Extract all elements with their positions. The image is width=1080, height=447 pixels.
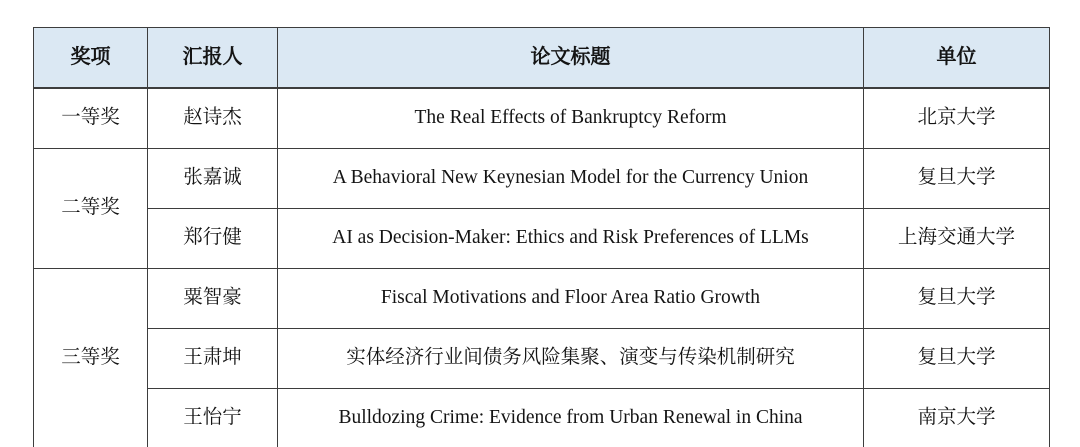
cell-paper-title: A Behavioral New Keynesian Model for the Currency Union xyxy=(278,149,864,209)
cell-presenter: 郑行健 xyxy=(148,209,278,269)
cell-presenter: 王肃坤 xyxy=(148,329,278,389)
header-cell-presenter: 汇报人 xyxy=(148,28,278,89)
award-cell-first-prize: 一等奖 xyxy=(34,88,148,149)
cell-institution: 复旦大学 xyxy=(864,269,1050,329)
award-cell-second-prize: 二等奖 xyxy=(34,149,148,269)
cell-institution: 上海交通大学 xyxy=(864,209,1050,269)
cell-paper-title: The Real Effects of Bankruptcy Reform xyxy=(278,88,864,149)
cell-paper-title: 实体经济行业间债务风险集聚、演变与传染机制研究 xyxy=(278,329,864,389)
awards-table xyxy=(33,27,1050,447)
award-cell-third-prize: 三等奖 xyxy=(34,269,148,447)
table-row xyxy=(34,209,1050,269)
cell-paper-title: Bulldozing Crime: Evidence from Urban Renewal in China xyxy=(278,389,864,447)
header-row xyxy=(34,28,1050,89)
table-row xyxy=(34,149,1050,209)
cell-institution: 复旦大学 xyxy=(864,149,1050,209)
cell-paper-title: AI as Decision-Maker: Ethics and Risk Preferences of LLMs xyxy=(278,209,864,269)
header-cell-award: 奖项 xyxy=(34,28,148,89)
table-row xyxy=(34,88,1050,149)
cell-institution: 北京大学 xyxy=(864,88,1050,149)
table-row xyxy=(34,329,1050,389)
table-row xyxy=(34,269,1050,329)
header-cell-institution: 单位 xyxy=(864,28,1050,89)
cell-institution: 复旦大学 xyxy=(864,329,1050,389)
header-cell-paper-title: 论文标题 xyxy=(278,28,864,89)
cell-presenter: 王怡宁 xyxy=(148,389,278,447)
cell-presenter: 张嘉诚 xyxy=(148,149,278,209)
cell-paper-title: Fiscal Motivations and Floor Area Ratio Growth xyxy=(278,269,864,329)
cell-presenter: 粟智豪 xyxy=(148,269,278,329)
table-row xyxy=(34,389,1050,447)
cell-institution: 南京大学 xyxy=(864,389,1050,447)
cell-presenter: 赵诗杰 xyxy=(148,88,278,149)
